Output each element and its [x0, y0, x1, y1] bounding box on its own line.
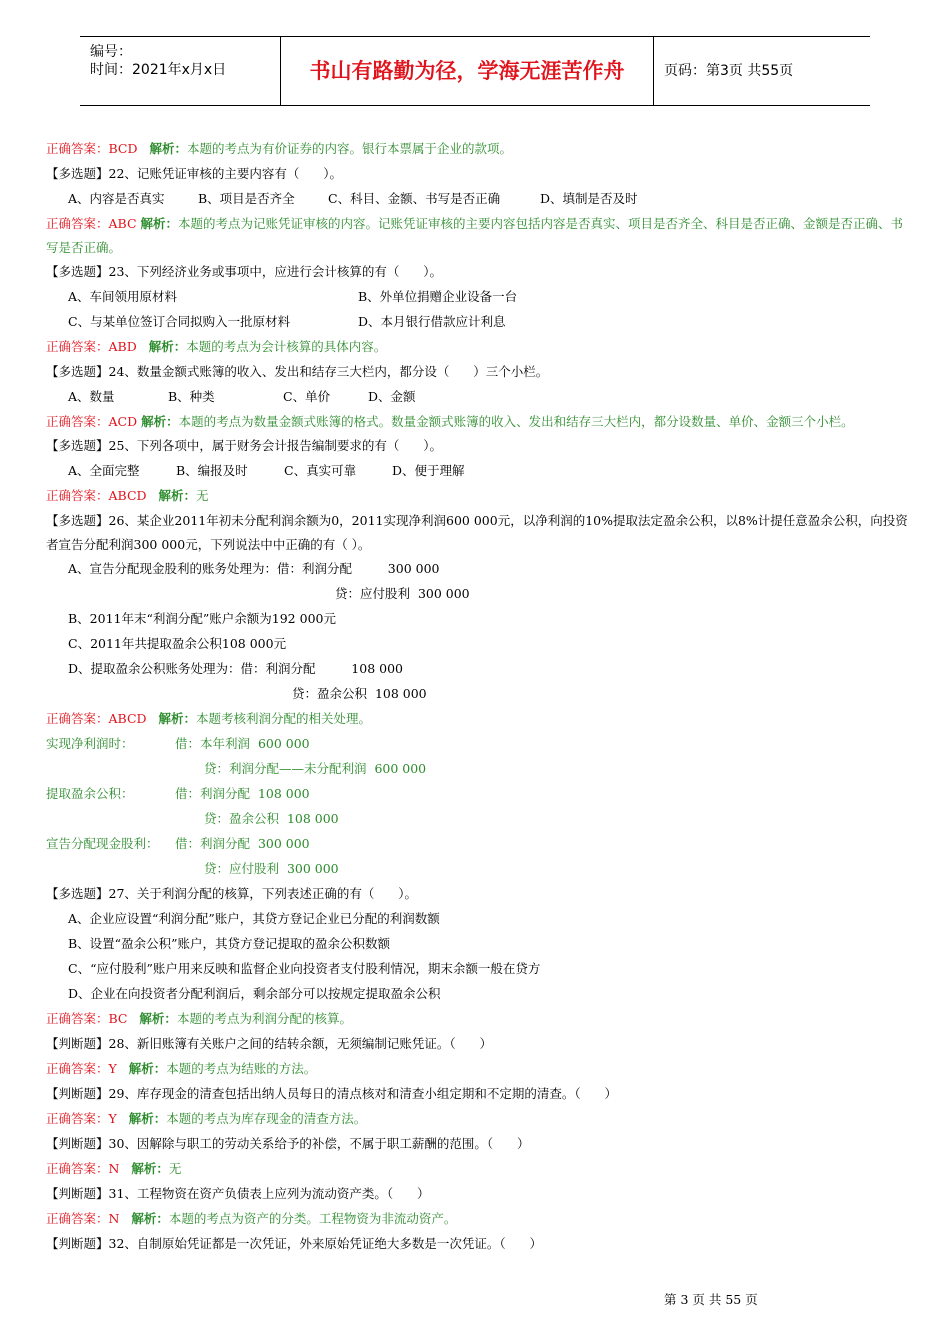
option-27-b: B、设置“盈余公积”账户，其贷方登记提取的盈余公积数额 — [68, 936, 390, 951]
option-26-d2: 贷：盈余公积 108 000 — [292, 686, 427, 701]
page-header — [80, 36, 870, 106]
entry-26-2-credit: 贷：盈余公积 108 000 — [204, 811, 339, 826]
question-28: 【判断题】28、新旧账簿有关账户之间的结转余额，无须编制记账凭证。（ ） — [46, 1036, 493, 1051]
options-24: A、数量 B、种类 C、单价 D、金额 — [68, 389, 416, 404]
answer-line-30: 正确答案：N 解析：无 — [46, 1161, 182, 1176]
options-23-ab: A、车间领用原材料 B、外单位捐赠企业设备一台 — [68, 289, 518, 304]
answer-line-25: 正确答案：ABCD 解析：无 — [46, 488, 209, 503]
question-27: 【多选题】27、关于利润分配的核算，下列表述正确的有（ ）。 — [46, 886, 418, 901]
header-motto: 书山有路勤为径，学海无涯苦作舟 — [281, 37, 654, 105]
entry-26-1-debit: 实现净利润时： 借：本年利润 600 000 — [46, 736, 310, 751]
question-30: 【判断题】30、因解除与职工的劳动关系给予的补偿，不属于职工薪酬的范围。（ ） — [46, 1136, 530, 1151]
question-29: 【判断题】29、库存现金的清查包括出纳人员每日的清点核对和清查小组定期和不定期的清查。（ ） — [46, 1086, 618, 1101]
option-27-a: A、企业应设置“利润分配”账户，其贷方登记企业已分配的利润数额 — [68, 911, 440, 926]
header-meta — [80, 37, 281, 105]
answer-line-23: 正确答案：ABD 解析：本题的考点为会计核算的具体内容。 — [46, 339, 387, 354]
answer-line-29: 正确答案：Y 解析：本题的考点为库存现金的清查方法。 — [46, 1111, 367, 1126]
entry-26-3-debit: 宣告分配现金股利： 借：利润分配 300 000 — [46, 836, 310, 851]
question-26: 【多选题】26、某企业2011年初未分配利润余额为0，2011实现净利润600 000元，以净利润的10%提取法定盈余公积，以8%计提任意盈余公积，向投资者宣告分配利润300 000元，下列说法中中正确的有（ ）。 — [46, 513, 908, 552]
header-page: 页码：第3页 共55页 — [664, 63, 794, 79]
answer-line-24: 正确答案：ACD 解析：本题的考点为数量金额式账簿的格式。数量金额式账簿的收入、发出和结存三大栏内，都分设数量、单价、金额三个小栏。 — [46, 414, 854, 429]
options-23-cd: C、与某单位签订合同拟购入一批原材料 D、本月银行借款应计利息 — [68, 314, 506, 329]
question-32: 【判断题】32、自制原始凭证都是一次凭证，外来原始凭证绝大多数是一次凭证。（ ） — [46, 1236, 543, 1251]
answer-21: BCD — [108, 141, 138, 156]
question-25: 【多选题】25、下列各项中，属于财务会计报告编制要求的有（ ）。 — [46, 438, 443, 453]
analysis-21: 本题的考点为有价证券的内容。银行本票属于企业的款项。 — [186, 141, 512, 156]
option-26-b: B、2011年末“利润分配”账户余额为192 000元 — [68, 611, 336, 626]
entry-26-1-credit: 贷：利润分配——未分配利润 600 000 — [204, 761, 427, 776]
header-id: 编号： — [90, 44, 132, 60]
answer-line-21: 正确答案：BCD 解析：本题的考点为有价证券的内容。银行本票属于企业的款项。 — [46, 141, 512, 156]
header-time: 时间：2021年x月x日 — [90, 62, 227, 78]
question-22: 【多选题】22、记账凭证审核的主要内容有（ ）。 — [46, 166, 343, 181]
question-24: 【多选题】24、数量金额式账簿的收入、发出和结存三大栏内，都分设（ ）三个小栏。 — [46, 364, 549, 379]
option-26-a1: A、宣告分配现金股利的账务处理为：借：利润分配 300 000 — [68, 561, 440, 576]
options-25: A、全面完整 B、编报及时 C、真实可靠 D、便于理解 — [68, 463, 465, 478]
option-27-c: C、“应付股利”账户用来反映和监督企业向投资者支付股利情况，期末余额一般在贷方 — [68, 961, 541, 976]
entry-26-3-credit: 贷：应付股利 300 000 — [204, 861, 339, 876]
answer-line-28: 正确答案：Y 解析：本题的考点为结账的方法。 — [46, 1061, 317, 1076]
entry-26-2-debit: 提取盈余公积： 借：利润分配 108 000 — [46, 786, 310, 801]
question-31: 【判断题】31、工程物资在资产负债表上应列为流动资产类。（ ） — [46, 1186, 430, 1201]
option-26-a2: 贷：应付股利 300 000 — [335, 586, 470, 601]
answer-line-27: 正确答案：BC 解析：本题的考点为利润分配的核算。 — [46, 1011, 352, 1026]
page-footer: 第 3 页 共 55 页 — [664, 1292, 758, 1307]
answer-line-26: 正确答案：ABCD 解析：本题考核利润分配的相关处理。 — [46, 711, 371, 726]
answer-line-22: 正确答案：ABC 解析：本题的考点为记账凭证审核的内容。记账凭证审核的主要内容包括内容是否真实、项目是否齐全、科目是否正确、金额是否正确、书写是否正确。 — [46, 216, 904, 255]
option-27-d: D、企业在向投资者分配利润后，剩余部分可以按规定提取盈余公积 — [68, 986, 441, 1001]
answer-line-31: 正确答案：N 解析：本题的考点为资产的分类。工程物资为非流动资产。 — [46, 1211, 457, 1226]
option-26-d1: D、提取盈余公积账务处理为：借：利润分配 108 000 — [68, 661, 403, 676]
options-22: A、内容是否真实 B、项目是否齐全 C、科目、金额、书写是否正确 D、填制是否及时 — [68, 191, 638, 206]
option-26-c: C、2011年共提取盈余公积108 000元 — [68, 636, 287, 651]
question-list — [46, 137, 914, 1257]
question-23: 【多选题】23、下列经济业务或事项中，应进行会计核算的有（ ）。 — [46, 264, 443, 279]
